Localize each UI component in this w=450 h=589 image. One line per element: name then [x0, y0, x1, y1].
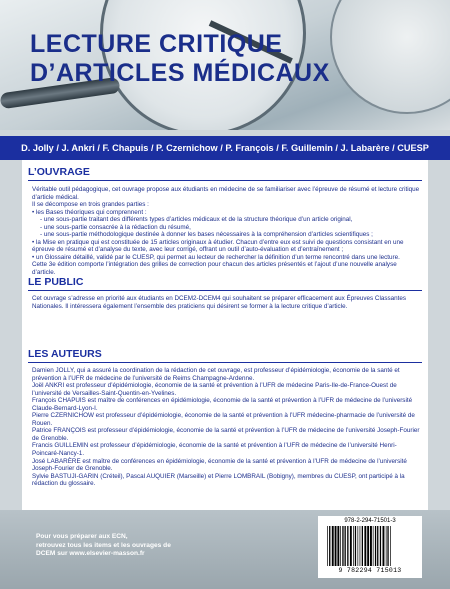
barcode-bar: [386, 526, 387, 566]
footer-line-1: Pour vous préparer aux ECN,: [36, 533, 128, 540]
footer-line-2: retrouvez tous les items et les ouvrages de: [36, 541, 171, 549]
footer-promo: [36, 533, 171, 559]
barcode-bar: [360, 526, 361, 566]
barcode-digits: 9 782294 715013: [338, 567, 402, 574]
barcode-bar: [364, 526, 366, 566]
barcode-bar: [342, 526, 343, 566]
public-text: Cet ouvrage s’adresse en priorité aux étudiants en DCEM2-DCEM4 qui souhaitent se préparer efficacement aux Épreuves Classantes Nationales. Il intéressera également l’ensemble des praticiens qui désirent se former à la lecture critique d’article.: [32, 295, 407, 310]
title-line-2: D’ARTICLES MÉDICAUX: [30, 59, 330, 87]
auteurs-body: [32, 367, 420, 488]
back-cover-panel: [22, 160, 428, 510]
barcode-bar: [345, 526, 346, 566]
author-item: Sylvie BASTUJI-GARIN (Créteil), Pascal AUQUIER (Marseille) et Pierre LOMBRAIL (Bobigny), membres du CUESP, ont participé à la rédaction du glossaire.: [32, 472, 405, 488]
ouvrage-body: [32, 186, 420, 277]
ouvrage-sub2: - une sous-partie consacrée à la rédaction du résumé,: [40, 223, 191, 231]
barcode-bar: [358, 526, 359, 566]
barcode-bar: [373, 526, 374, 566]
section-divider: [28, 362, 422, 363]
barcode-bar: [347, 526, 348, 566]
book-title: [30, 30, 330, 88]
barcode-bar: [362, 526, 363, 566]
barcode-bar: [335, 526, 337, 566]
barcode-bar: [337, 526, 339, 566]
ouvrage-bases: • les Bases théoriques qui comprennent :: [32, 208, 147, 216]
barcode-box: [318, 516, 422, 578]
barcode-bar: [380, 526, 381, 566]
author-item: Joël ANKRI est professeur d’épidémiologie, économie de la santé et prévention à l’UFR de médecine Paris-Ile-de-France-Ouest de l’université de Versailles-Saint-Quentin-en-Yvelines.: [32, 382, 397, 397]
ouvrage-intro: Véritable outil pédagogique, cet ouvrage propose aux étudiants en médecine de se familiariser avec l’épreuve de résumé et lecture critique d’article médical.: [32, 186, 420, 201]
section-heading-auteurs: LES AUTEURS: [28, 348, 102, 360]
title-line-1: LECTURE CRITIQUE: [30, 30, 283, 58]
barcode-bar: [340, 526, 341, 566]
barcode-bar: [375, 526, 376, 566]
author-item: Damien JOLLY, qui a assuré la coordination de la rédaction de cet ouvrage, est professeur d’épidémiologie, économie de la santé et prévention à l’UFR de médecine de l’université de Reims Champagne-Ardenne.: [32, 367, 400, 382]
barcode-bar: [350, 526, 352, 566]
author-item: François CHAPUIS est maître de conférences en épidémiologie, économie de la santé et prévention à l’UFR de médecine de l’université Claude-Bernard-Lyon-I.: [32, 397, 413, 412]
barcode-bar: [370, 526, 372, 566]
section-heading-ouvrage: L’OUVRAGE: [28, 166, 90, 178]
authors-band: D. Jolly / J. Ankri / F. Chapuis / P. Czernichow / P. François / F. Guillemin / J. Labarère / CUESP: [0, 136, 450, 160]
ouvrage-pratique: • la Mise en pratique qui est constituée de 15 articles originaux à étudier. Chacun d’entre eux est suivi de questions consistant en une épreuve de résumé et d’analyse du texte, avec leur corrigé, offrant un outil d’auto-évaluation et d’entraînement ;: [32, 238, 404, 254]
barcode-bars: [326, 526, 414, 566]
ouvrage-parts-intro: Il se décompose en trois grandes parties :: [32, 201, 149, 209]
author-item: Pierre CZERNICHOW est professeur d’épidémiologie, économie de la santé et prévention à l’UFR médecine-pharmacie de l’université de Rouen.: [32, 412, 415, 427]
barcode-bar: [327, 526, 328, 566]
author-item: José LABARÈRE est maître de conférences en épidémiologie, économie de la santé et prévention à l’UFR de médecine de l’université Joseph-Fourier de Grenoble.: [32, 457, 407, 473]
barcode-bar: [332, 526, 334, 566]
section-heading-public: LE PUBLIC: [28, 276, 84, 288]
barcode-bar: [353, 526, 354, 566]
barcode-bar: [383, 526, 385, 566]
ouvrage-sub1: - une sous-partie traitant des différents types d’articles médicaux et de la structure théorique d’un article original,: [40, 216, 353, 224]
barcode-bar: [329, 526, 330, 566]
section-divider: [28, 180, 422, 181]
barcode-bar: [387, 526, 388, 566]
ouvrage-sub3: - une sous-partie méthodologique destinée à donner les bases nécessaires à la compréhension d’articles scientifiques ;: [40, 231, 373, 239]
public-body: [32, 295, 420, 310]
ouvrage-edition: Cette 3e édition comporte l’intégration des grilles de correction pour chacun des articles présentés et l’ajout d’une nouvelle analyse d’article.: [32, 261, 397, 277]
author-item: Patrice FRANÇOIS est professeur d’épidémiologie, économie de la santé et prévention à l’UFR de médecine de l’université Joseph-Fourier de Grenoble.: [32, 427, 420, 442]
barcode-bar: [367, 526, 369, 566]
barcode-bar: [355, 526, 356, 566]
barcode-bar: [377, 526, 378, 566]
footer-line-3: DCEM sur www.elsevier-masson.fr: [36, 550, 145, 557]
section-divider: [28, 290, 422, 291]
isbn-label: 978-2-294-71501-3: [344, 518, 396, 524]
gauge-dial-image-2: [330, 0, 450, 114]
ouvrage-glossaire: • un Glossaire détaillé, validé par le CUESP, qui permet au lecteur de rechercher la définition d’un terme rencontré dans une lecture.: [32, 253, 400, 261]
barcode-bar: [390, 526, 391, 566]
author-item: Francis GUILLEMIN est professeur d’épidémiologie, économie de la santé et prévention à l’UFR de médecine de l’université Henri-Poincaré-Nancy-1.: [32, 442, 397, 458]
